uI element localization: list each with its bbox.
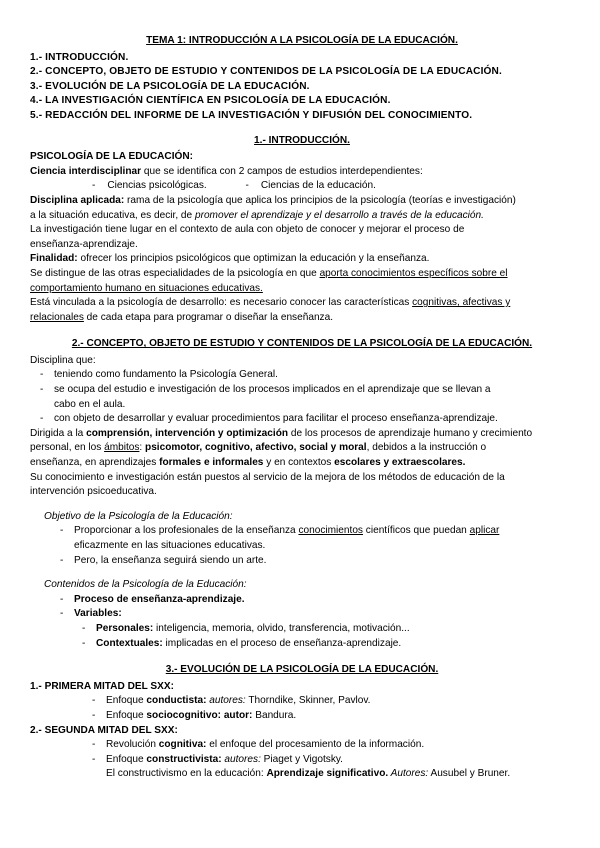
list-item: - Enfoque constructivista: autores: Piaget y Vigotsky. (30, 753, 574, 768)
list-item: - Contextuales: implicadas en el proceso de enseñanza-aprendizaje. (30, 637, 574, 652)
contents-title: Contenidos de la Psicología de la Educación: (44, 579, 247, 591)
variables-list (30, 622, 574, 651)
toc-item: 4.- LA INVESTIGACIÓN CIENTÍFICA EN PSICOLOGÍA DE LA EDUCACIÓN. (30, 95, 391, 107)
paragraph: personal, en los ámbitos: psicomotor, cognitivo, afectivo, social y moral, debidos a la instrucción o (30, 442, 487, 454)
list-item: - Enfoque sociocognitivo: autor: Bandura. (30, 709, 574, 724)
paragraph: enseñanza, en aprendizajes formales e informales y en contextos escolares y extraescolares. (30, 457, 466, 469)
paragraph: Dirigida a la comprensión, intervención y optimización de los procesos de aprendizaje humano y crecimiento (30, 427, 533, 439)
field-item: Ciencias psicológicas. (107, 180, 207, 192)
period-1-list (30, 694, 574, 723)
period-2-list (30, 738, 574, 767)
paragraph: Disciplina que: (30, 354, 96, 366)
toc-item: 2.- CONCEPTO, OBJETO DE ESTUDIO Y CONTENIDOS DE LA PSICOLOGÍA DE LA EDUCACIÓN. (30, 66, 502, 78)
paragraph: Finalidad: ofrecer los principios psicológicos que optimizan la educación y la enseñanza. (30, 253, 430, 265)
paragraph: enseñanza-aprendizaje. (30, 238, 138, 250)
list-item: - Revolución cognitiva: el enfoque del procesamiento de la información. (30, 738, 574, 753)
list-item: - Enfoque conductista: autores: Thorndike, Skinner, Pavlov. (30, 694, 574, 709)
objective-list (30, 524, 574, 568)
toc-item: 1.- INTRODUCCIÓN. (30, 51, 129, 63)
paragraph: El constructivismo en la educación: Aprendizaje significativo. Autores: Ausubel y Bruner. (106, 768, 511, 780)
paragraph: a la situación educativa, es decir, de promover el aprendizaje y el desarrollo a través de la educación. (30, 209, 484, 221)
paragraph: comportamiento humano en situaciones educativas. (30, 282, 263, 294)
objective-title: Objetivo de la Psicología de la Educación: (44, 510, 233, 522)
list-item: - con objeto de desarrollar y evaluar procedimientos para facilitar el proceso enseñanza-aprendizaje. (30, 412, 574, 427)
section-1-subheading: PSICOLOGÍA DE LA EDUCACIÓN: (30, 151, 193, 163)
period-heading: 1.- PRIMERA MITAD DEL SXX: (30, 680, 174, 692)
paragraph: La investigación tiene lugar en el contexto de aula con objeto de conocer y mejorar el proceso de (30, 224, 465, 236)
discipline-list (30, 368, 574, 426)
document-title: TEMA 1: INTRODUCCIÓN A LA PSICOLOGÍA DE LA EDUCACIÓN. (146, 35, 458, 46)
fields-list: - Ciencias psicológicas. - Ciencias de la educación. (92, 180, 376, 192)
list-item: - se ocupa del estudio e investigación de los procesos implicados en el aprendizaje que se llevan a cabo en el aula. (30, 383, 574, 412)
section-1-heading: 1.- INTRODUCCIÓN. (254, 134, 350, 146)
toc-item: 3.- EVOLUCIÓN DE LA PSICOLOGÍA DE LA EDUCACIÓN. (30, 80, 310, 92)
table-of-contents (30, 51, 574, 124)
field-item: Ciencias de la educación. (260, 180, 376, 192)
paragraph: intervención psicoeducativa. (30, 486, 157, 498)
toc-item: 5.- REDACCIÓN DEL INFORME DE LA INVESTIGACIÓN Y DIFUSIÓN DEL CONOCIMIENTO. (30, 109, 473, 121)
list-item: - teniendo como fundamento la Psicología General. (30, 368, 574, 383)
list-item: - Proporcionar a los profesionales de la enseñanza conocimientos científicos que puedan aplicar eficazmente en las situaciones educativas. (30, 524, 574, 553)
list-item: - Proceso de enseñanza-aprendizaje. (30, 593, 574, 608)
paragraph: Se distingue de las otras especialidades de la psicología en que aporta conocimientos específicos sobre el (30, 267, 508, 279)
paragraph: Ciencia interdisciplinar que se identifica con 2 campos de estudios interdependientes: (30, 165, 423, 177)
contents-list (30, 593, 574, 622)
list-item: - Variables: (30, 607, 574, 622)
paragraph: Está vinculada a la psicología de desarrollo: es necesario conocer las características cognitivas, afectivas y (30, 297, 511, 309)
period-heading: 2.- SEGUNDA MITAD DEL SXX: (30, 724, 178, 736)
paragraph: relacionales de cada etapa para programar o diseñar la enseñanza. (30, 311, 334, 323)
list-item: - Personales: inteligencia, memoria, olvido, transferencia, motivación... (30, 622, 574, 637)
paragraph: Disciplina aplicada: rama de la psicología que aplica los principios de la psicología (teorías e investigación) (30, 194, 516, 206)
paragraph: Su conocimiento e investigación están puestos al servicio de la mejora de los métodos de educación de la (30, 471, 505, 483)
section-2-heading: 2.- CONCEPTO, OBJETO DE ESTUDIO Y CONTENIDOS DE LA PSICOLOGÍA DE LA EDUCACIÓN. (71, 338, 533, 350)
list-item: - Pero, la enseñanza seguirá siendo un arte. (30, 554, 574, 569)
section-3-heading: 3.- EVOLUCIÓN DE LA PSICOLOGÍA DE LA EDUCACIÓN. (165, 664, 439, 676)
